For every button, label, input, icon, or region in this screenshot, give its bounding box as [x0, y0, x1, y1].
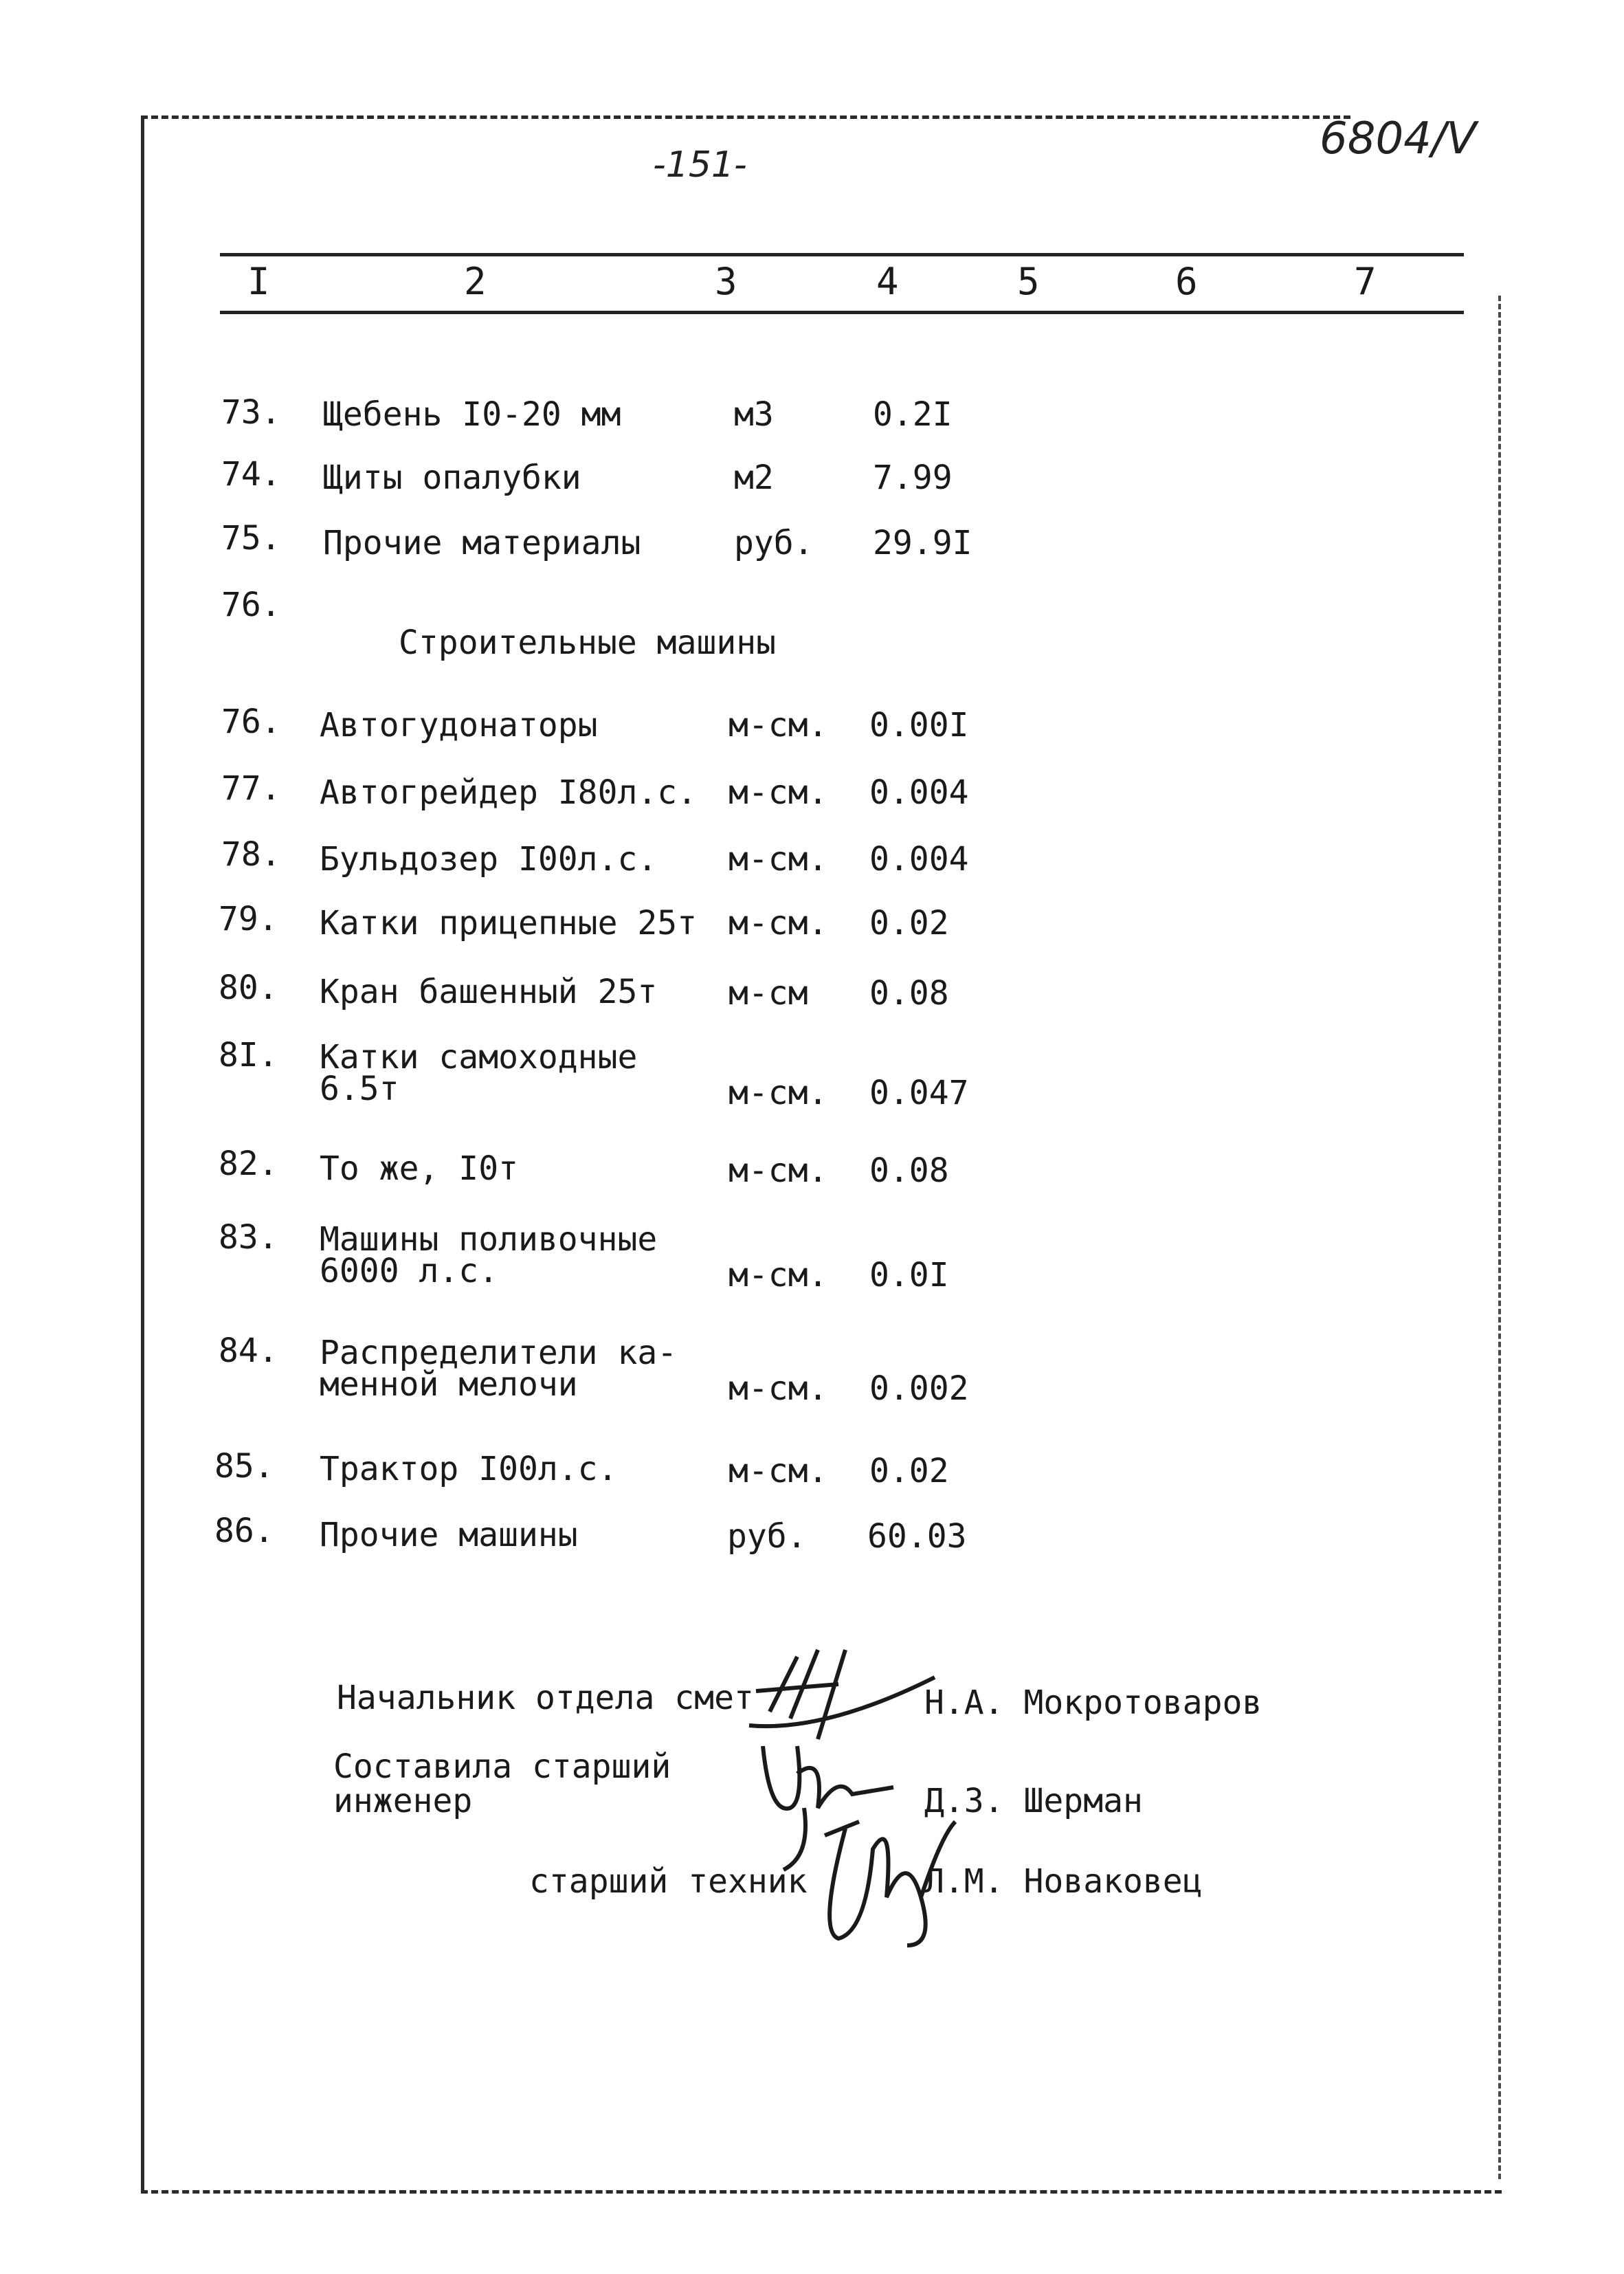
table-header-top-rule — [220, 253, 1464, 256]
row-value: 0.02 — [869, 904, 949, 942]
row-name: Кран башенный 25т — [320, 973, 658, 1011]
row-value: 60.03 — [867, 1517, 967, 1556]
frame-right-border — [1498, 296, 1501, 2179]
row-value: 0.004 — [869, 773, 969, 812]
row-unit: руб. — [734, 524, 814, 562]
row-number: 76. — [221, 703, 281, 741]
row-value: 0.2I — [873, 395, 953, 434]
column-number: 6 — [1175, 260, 1198, 303]
column-number: I — [247, 260, 270, 303]
column-number: 5 — [1017, 260, 1040, 303]
signature-name: Д.З. Шерман — [924, 1782, 1143, 1820]
row-value: 0.00I — [869, 706, 969, 744]
row-unit: м2 — [734, 459, 774, 497]
row-value: 0.004 — [869, 840, 969, 879]
column-number: 3 — [715, 260, 737, 303]
row-number: 85. — [214, 1447, 274, 1486]
row-name: То же, I0т — [320, 1149, 518, 1188]
row-number: 86. — [214, 1512, 274, 1550]
signature-role: Составила старший инженер — [333, 1747, 671, 1820]
signature-mark-1 — [742, 1629, 948, 1746]
row-unit: м-см — [728, 974, 808, 1013]
row-unit: м-см. — [728, 773, 828, 812]
row-name: Бульдозер I00л.с. — [320, 840, 658, 879]
row-unit: м-см. — [728, 840, 828, 879]
row-unit: м-см. — [728, 1452, 828, 1490]
frame-top-border — [141, 115, 1350, 119]
row-name: Трактор I00л.с. — [320, 1450, 618, 1488]
row-name: Катки прицепные 25т — [320, 904, 698, 942]
row-unit: м-см. — [728, 1074, 828, 1112]
row-name: Прочие материалы — [323, 524, 641, 562]
row-name: Распределители ка- менной мелочи — [320, 1334, 678, 1404]
row-number: 74. — [221, 455, 281, 494]
row-name: Прочие машины — [320, 1516, 578, 1554]
row-unit: м-см. — [728, 706, 828, 744]
row-value: 0.002 — [869, 1369, 969, 1408]
row-number: 8I. — [219, 1036, 278, 1074]
table-header-bottom-rule — [220, 311, 1464, 314]
column-number: 7 — [1354, 260, 1377, 303]
row-unit: руб. — [727, 1517, 807, 1556]
row-name: Катки самоходные 6.5т — [320, 1038, 638, 1108]
row-number: 80. — [219, 969, 278, 1007]
row-value: 0.08 — [869, 1151, 949, 1190]
row-value: 0.08 — [869, 974, 949, 1013]
frame-bottom-border — [141, 2190, 1502, 2194]
row-number: 73. — [221, 393, 281, 432]
row-number: 75. — [221, 519, 281, 558]
row-name: Автогудонаторы — [320, 706, 598, 744]
column-number: 2 — [464, 260, 487, 303]
row-value: 0.0I — [869, 1256, 949, 1294]
row-name: Автогрейдер I80л.с. — [320, 773, 698, 812]
row-unit: м-см. — [728, 1256, 828, 1294]
row-unit: м3 — [734, 395, 774, 434]
row-value: 7.99 — [873, 459, 953, 497]
row-value: 0.02 — [869, 1452, 949, 1490]
row-value: 29.9I — [873, 524, 972, 562]
row-number: 77. — [221, 769, 281, 808]
signature-mark-3 — [804, 1794, 969, 1952]
row-number: 83. — [219, 1218, 278, 1257]
row-unit: м-см. — [728, 1369, 828, 1408]
signature-role: старший техник — [529, 1862, 808, 1901]
signature-name: Л.М. Новаковец — [924, 1862, 1203, 1901]
row-name: Щиты опалубки — [323, 459, 581, 497]
page-number: -151- — [653, 144, 747, 186]
row-unit: м-см. — [728, 1151, 828, 1190]
row-name: Щебень I0-20 мм — [323, 395, 621, 434]
signature-role: Начальник отдела смет — [337, 1679, 754, 1717]
archive-number: 6804/V — [1320, 113, 1477, 164]
row-name: Машины поливочные 6000 л.с. — [320, 1220, 658, 1290]
row-number: 76. — [221, 586, 281, 624]
row-number: 82. — [219, 1145, 278, 1183]
row-number: 84. — [219, 1332, 278, 1370]
section-heading: Строительные машины — [399, 623, 777, 662]
column-number: 4 — [876, 260, 899, 303]
row-value: 0.047 — [869, 1074, 969, 1112]
frame-left-border — [141, 115, 144, 2192]
row-unit: м-см. — [728, 904, 828, 942]
signature-name: Н.А. Мокротоваров — [924, 1684, 1263, 1722]
row-number: 78. — [221, 835, 281, 874]
row-number: 79. — [219, 900, 278, 938]
